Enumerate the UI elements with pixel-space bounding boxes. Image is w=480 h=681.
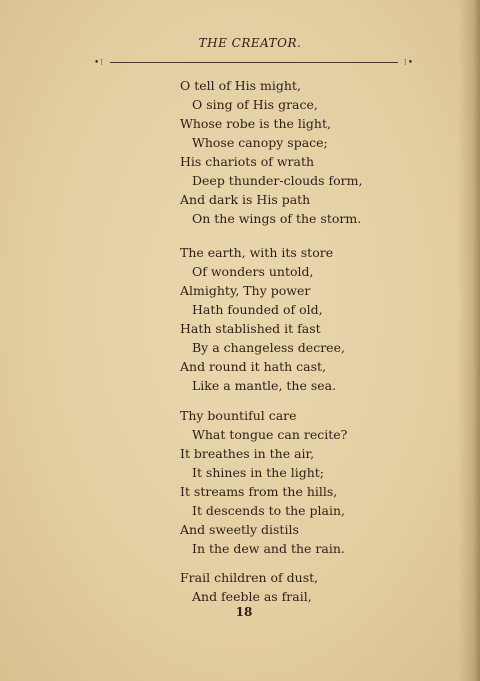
poem-line: What tongue can recite?	[192, 427, 348, 442]
running-title: THE CREATOR.	[198, 36, 302, 50]
poem-line: Whose canopy space;	[192, 135, 328, 150]
ornament-left-icon: •⁝	[94, 58, 105, 68]
page-edge-shadow	[458, 0, 480, 681]
poem-line: And sweetly distils	[180, 522, 299, 537]
rule-line	[110, 62, 398, 63]
poem-line: It descends to the plain,	[192, 503, 346, 518]
poem-line: The earth, with its store	[180, 245, 334, 260]
poem-line: Hath stablished it fast	[180, 321, 321, 336]
poem-line: And dark is His path	[180, 192, 311, 207]
page-number: 18	[235, 605, 253, 619]
ornament-right-icon: ⁝•	[403, 58, 414, 68]
header-rule	[94, 58, 414, 68]
poem-line: Deep thunder-clouds form,	[192, 173, 363, 188]
poem-line: Like a mantle, the sea.	[192, 378, 337, 393]
poem-line: O tell of His might,	[180, 78, 301, 93]
poem-line: It shines in the light;	[192, 465, 324, 480]
poem-line: Almighty, Thy power	[180, 283, 311, 298]
poem-line: Frail children of dust,	[180, 570, 319, 585]
poem-line: And feeble as frail,	[192, 589, 312, 604]
poem-line: Whose robe is the light,	[180, 116, 331, 131]
poem-line: Of wonders untold,	[192, 264, 314, 279]
poem-line: It streams from the hills,	[180, 484, 338, 499]
poem-line: His chariots of wrath	[180, 154, 315, 169]
poem-line: Thy bountiful care	[180, 408, 297, 423]
poem-line: On the wings of the storm.	[192, 211, 362, 226]
poem-line: By a changeless decree,	[192, 340, 345, 355]
poem-line: Hath founded of old,	[192, 302, 323, 317]
poem-line: And round it hath cast,	[180, 359, 327, 374]
poem-line: In the dew and the rain.	[192, 541, 345, 556]
poem-line: It breathes in the air,	[180, 446, 315, 461]
poem-line: O sing of His grace,	[192, 97, 318, 112]
